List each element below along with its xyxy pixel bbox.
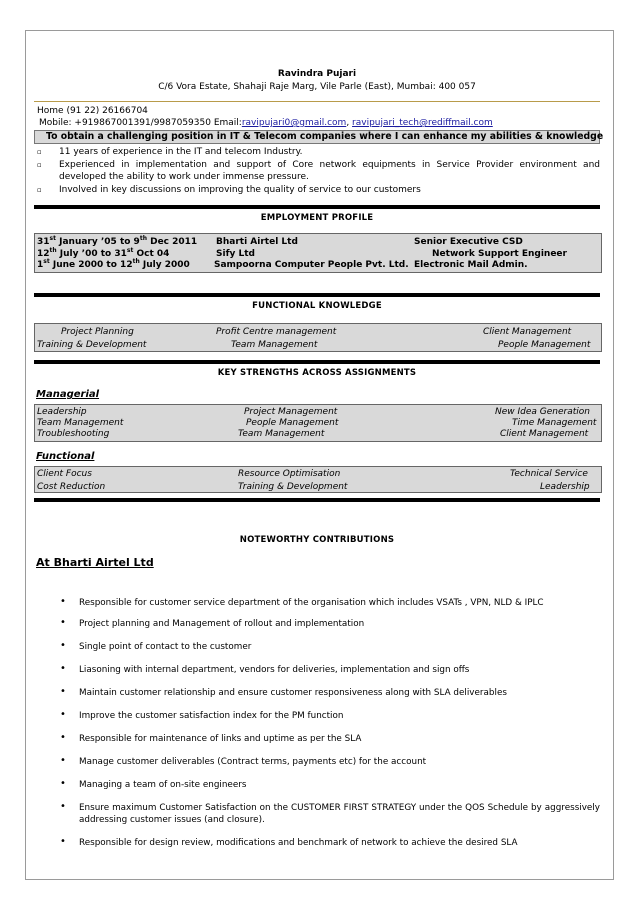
fk-item: Training & Development — [37, 340, 147, 350]
contribution-item: Improve the customer satisfaction index for the PM function — [79, 711, 344, 721]
contribution-bullet: • — [60, 663, 66, 674]
employment-role: Network Support Engineer — [432, 249, 567, 259]
employment-dates: 31st January ’05 to 9th Dec 2011 — [37, 235, 198, 247]
strength-item: Leadership — [37, 407, 87, 417]
candidate-address: C/6 Vora Estate, Shahaji Raje Marg, Vile Parle (East), Mumbai: 400 057 — [158, 82, 476, 92]
contribution-item: Liasoning with internal department, vendors for deliveries, implementation and sign offs — [79, 665, 470, 675]
strength-item: Leadership — [540, 482, 590, 492]
strength-item: Training & Development — [238, 482, 348, 492]
employment-heading: EMPLOYMENT PROFILE — [260, 213, 374, 223]
fk-item: Client Management — [483, 327, 572, 337]
contribution-item: Responsible for maintenance of links and uptime as per the SLA — [79, 734, 362, 744]
contact-line — [39, 118, 493, 129]
contribution-bullet: • — [60, 778, 66, 789]
contribution-bullet: • — [60, 732, 66, 743]
fk-item: Profit Centre management — [216, 327, 337, 337]
key-strengths-heading: KEY STRENGTHS ACROSS ASSIGNMENTS — [217, 368, 417, 378]
strength-item: Team Management — [37, 418, 124, 428]
fk-item: Team Management — [231, 340, 318, 350]
contribution-bullet: • — [60, 596, 66, 607]
strength-item: Time Management — [512, 418, 597, 428]
summary-item: Experienced in implementation and support of Core network equipments in Service Provider environment and developed the ability to work under immense pressure. — [59, 160, 600, 182]
strength-item: Team Management — [238, 429, 325, 439]
section-divider — [34, 205, 600, 209]
contribution-bullet: • — [60, 836, 66, 847]
strength-item: Resource Optimisation — [238, 469, 341, 479]
contribution-bullet: • — [60, 617, 66, 628]
home-phone: Home (91 22) 26166704 — [37, 106, 148, 116]
strength-item: Troubleshooting — [37, 429, 110, 439]
employment-dates: 12th July ’00 to 31st Oct 04 — [37, 247, 170, 259]
objective-banner: To obtain a challenging position in IT & Telecom companies where I can enhance my abilities & knowledge — [34, 130, 600, 144]
managerial-title: Managerial — [36, 389, 100, 400]
strength-item: People Management — [246, 418, 339, 428]
strength-item: Client Management — [500, 429, 589, 439]
fk-item: Project Planning — [61, 327, 134, 337]
contribution-item: Single point of contact to the customer — [79, 642, 252, 652]
section-divider — [34, 293, 600, 297]
employment-company: Bharti Airtel Ltd — [216, 237, 298, 247]
summary-bullet: ▫ — [37, 161, 42, 169]
mobile-numbers: Mobile: +919867001391/9987059350 Email: — [39, 118, 242, 128]
employment-company: Sify Ltd — [216, 249, 255, 259]
strength-item: Client Focus — [37, 469, 92, 479]
employment-company: Sampoorna Computer People Pvt. Ltd. — [214, 260, 409, 270]
contribution-item: Responsible for customer service department of the organisation which includes VSATs , VPN, NLD & IPLC — [79, 598, 544, 608]
contribution-bullet: • — [60, 755, 66, 766]
contribution-item: Maintain customer relationship and ensure customer responsiveness along with SLA deliverables — [79, 688, 507, 698]
contribution-bullet: • — [60, 801, 66, 812]
contribution-item: Project planning and Management of rollout and implementation — [79, 619, 365, 629]
contribution-item: Managing a team of on-site engineers — [79, 780, 247, 790]
functional-title: Functional — [36, 451, 95, 462]
header-divider — [34, 101, 600, 102]
section-divider — [34, 498, 600, 502]
summary-bullet: ▫ — [37, 148, 42, 156]
contribution-item: Responsible for design review, modifications and benchmark of network to achieve the desired SLA — [79, 838, 518, 848]
section-divider — [34, 360, 600, 364]
contribution-item: Manage customer deliverables (Contract terms, payments etc) for the account — [79, 757, 427, 767]
summary-item: 11 years of experience in the IT and telecom Industry. — [59, 147, 303, 157]
strength-item: New Idea Generation — [495, 407, 590, 417]
contribution-item: Ensure maximum Customer Satisfaction on the CUSTOMER FIRST STRATEGY under the QOS Schedule by aggressively addressing customer issues (and closure). — [79, 803, 600, 825]
contributions-heading: NOTEWORTHY CONTRIBUTIONS — [239, 535, 395, 545]
contribution-bullet: • — [60, 640, 66, 651]
contribution-bullet: • — [60, 709, 66, 720]
candidate-name: Ravindra Pujari — [277, 69, 357, 79]
email-link-primary[interactable]: ravipujari0@gmail.com — [241, 118, 347, 128]
summary-item: Involved in key discussions on improving the quality of service to our customers — [59, 185, 421, 195]
summary-bullet: ▫ — [37, 186, 42, 194]
fk-item: People Management — [498, 340, 591, 350]
functional-knowledge-heading: FUNCTIONAL KNOWLEDGE — [252, 301, 382, 311]
strength-item: Cost Reduction — [37, 482, 106, 492]
email-link-secondary[interactable]: ravipujari_tech@rediffmail.com — [352, 118, 493, 128]
contributions-company: At Bharti Airtel Ltd — [36, 556, 154, 569]
employment-dates: 1st June 2000 to 12th July 2000 — [37, 258, 190, 270]
employment-role: Senior Executive CSD — [414, 237, 523, 247]
email-separator: , — [346, 118, 353, 128]
strength-item: Technical Service — [510, 469, 588, 479]
contribution-bullet: • — [60, 686, 66, 697]
employment-role: Electronic Mail Admin. — [414, 260, 528, 270]
strength-item: Project Management — [244, 407, 338, 417]
